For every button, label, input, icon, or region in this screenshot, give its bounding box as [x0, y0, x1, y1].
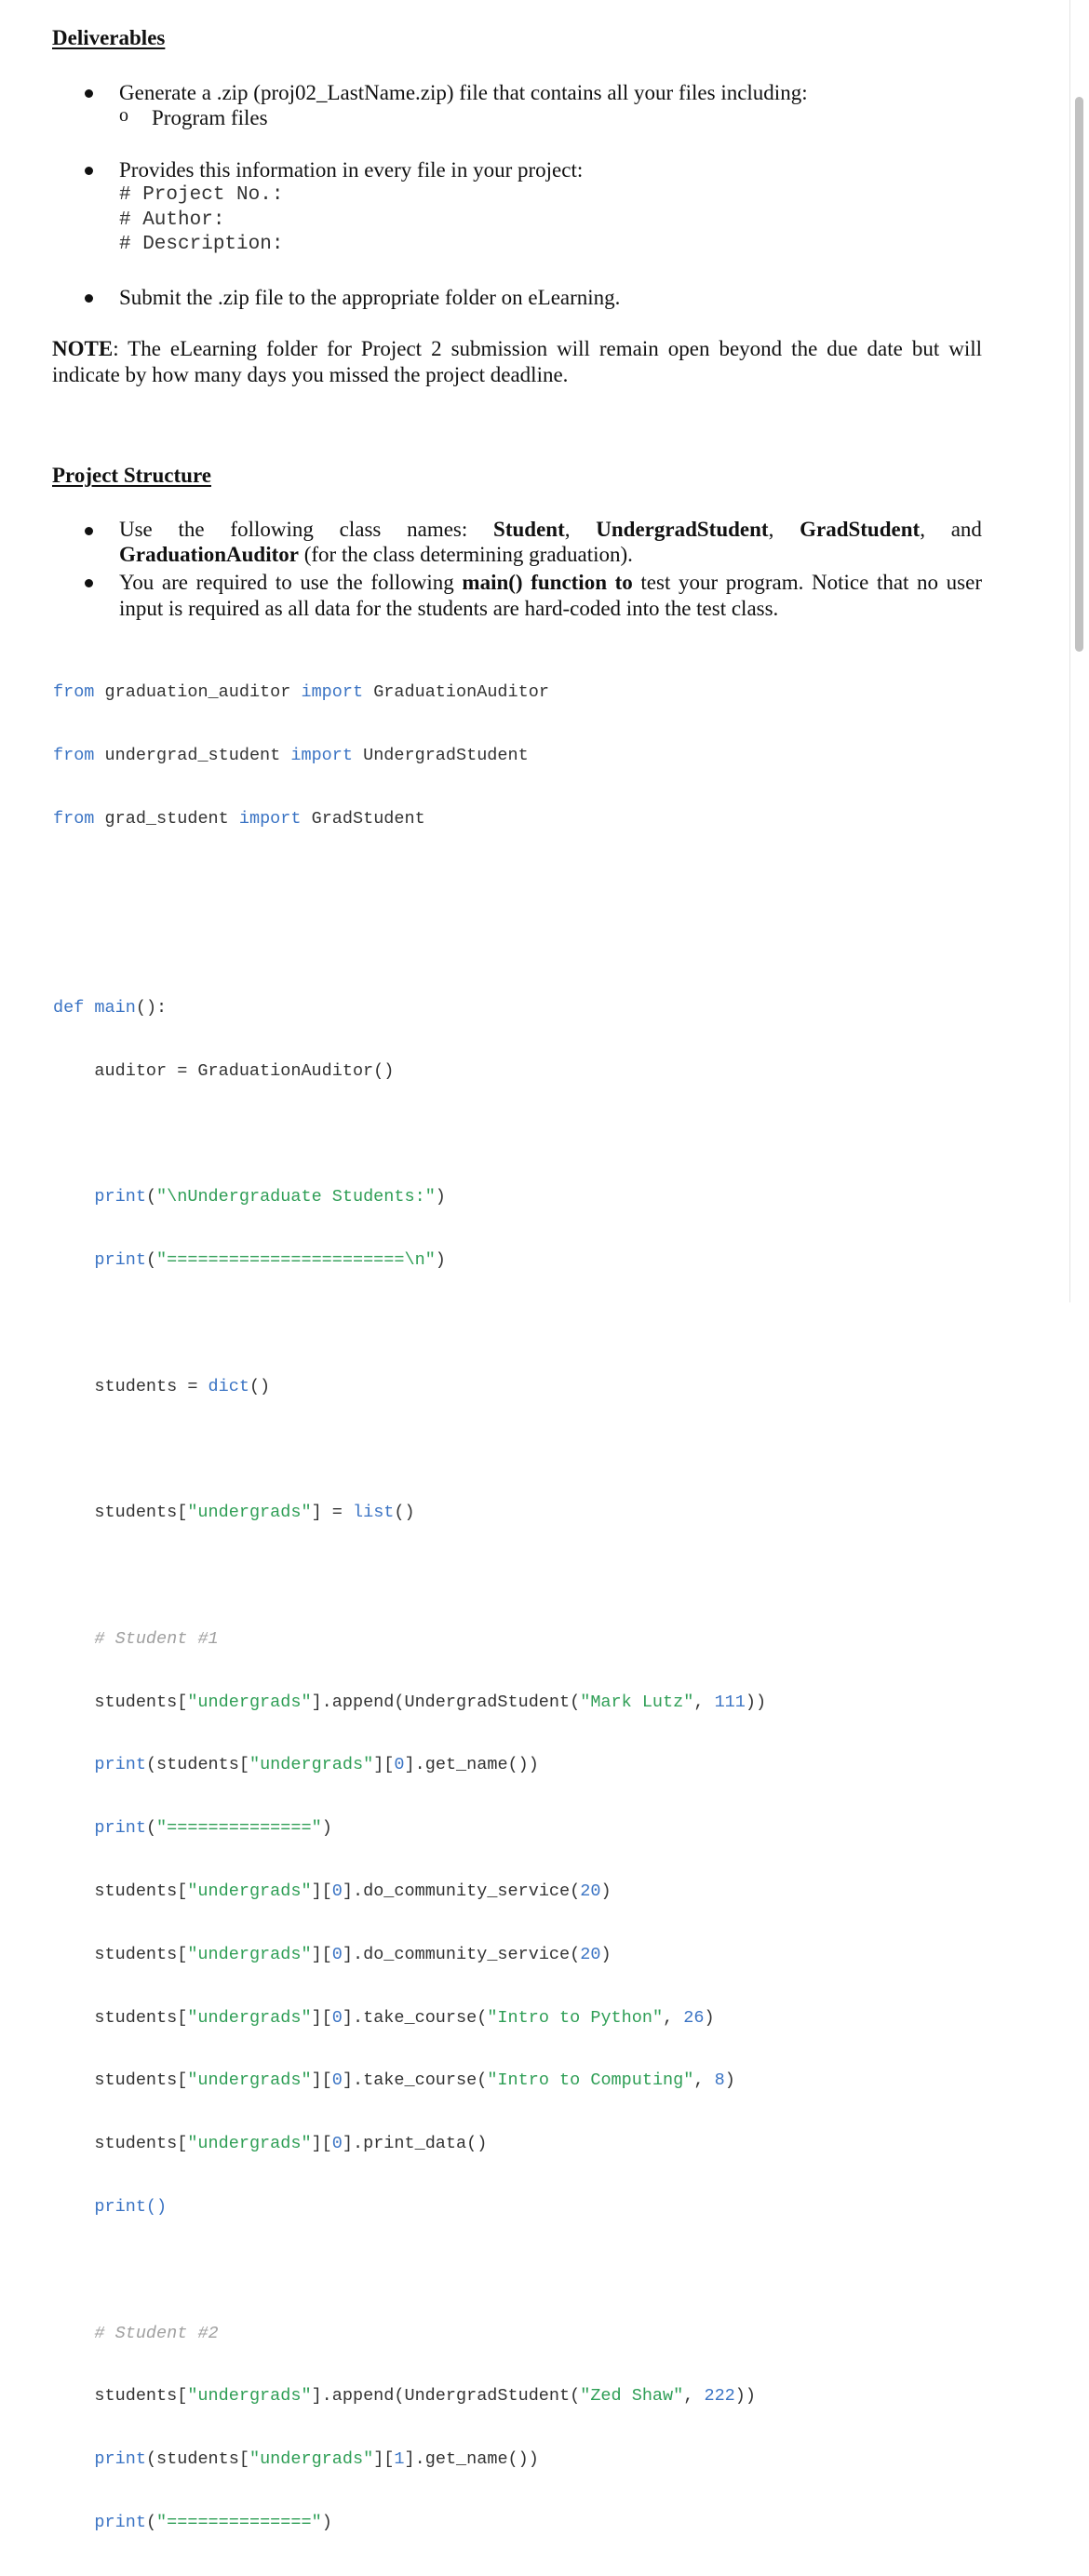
note-paragraph-line-2: indicate by how many days you missed the project deadline.: [52, 363, 569, 386]
code-listing: [53, 641, 766, 2576]
code-line: students["undergrads"][0].do_community_service(20): [53, 1881, 612, 1902]
code-line: print("=============="): [94, 1818, 332, 1839]
deliverables-heading: Deliverables: [52, 26, 166, 49]
bullet: [85, 579, 93, 587]
word: following: [230, 518, 314, 541]
code-line: print("=============="): [94, 2512, 332, 2532]
code-line: from grad_student import GradStudent: [53, 808, 425, 829]
code-line: students["undergrads"][0].print_data(): [53, 2134, 488, 2154]
note-label: NOTE: [52, 337, 114, 360]
code-line: print(): [94, 2196, 168, 2217]
word: (for the class determining graduation).: [298, 543, 633, 566]
note-text: : The eLearning folder for Project 2 submission will remain open beyond the due date but will: [113, 337, 982, 360]
sub-bullet-marker: o: [119, 105, 128, 126]
deliverable-item-1-sub: Program files: [152, 106, 268, 129]
word: names:: [407, 518, 468, 541]
class-name-grad: GradStudent,: [800, 518, 925, 541]
bullet: [85, 167, 93, 175]
header-comment-line: # Description:: [119, 234, 284, 255]
class-name-auditor: GraduationAuditor: [119, 543, 299, 566]
structure-item-1-line-1: [119, 517, 982, 542]
word: Use: [119, 518, 153, 541]
project-structure-heading: Project Structure: [52, 464, 211, 487]
code-line: print("=======================\n"): [94, 1250, 446, 1271]
code-line: def main():: [53, 998, 168, 1018]
structure-item-2-line-2: input is required as all data for the students are hard-coded into the test class.: [119, 597, 779, 620]
code-comment: # Student #1: [94, 1628, 219, 1649]
code-line: students["undergrads"][0].do_community_service(20): [53, 1944, 612, 1964]
vertical-scrollbar[interactable]: [1069, 0, 1089, 1302]
code-line: students["undergrads"][0].take_course("Intro to Python", 26): [53, 2007, 715, 2028]
class-name-student: Student,: [493, 518, 571, 541]
code-line: from graduation_auditor import GraduationAuditor: [53, 682, 549, 703]
code-line: students["undergrads"][0].take_course("Intro to Computing", 8): [53, 2070, 735, 2091]
bullet: [85, 294, 93, 303]
deliverable-item-3: Submit the .zip file to the appropriate folder on eLearning.: [119, 286, 621, 309]
note-paragraph-line-1: [52, 336, 982, 361]
code-line: auditor = GraduationAuditor(): [53, 1060, 395, 1081]
bullet: [85, 527, 93, 535]
word: the: [178, 518, 205, 541]
class-name-undergrad: UndergradStudent,: [596, 518, 774, 541]
code-line: from undergrad_student import UndergradStudent: [53, 745, 529, 765]
deliverable-item-2: Provides this information in every file in your project:: [119, 158, 584, 182]
bullet: [85, 89, 93, 98]
code-line: students["undergrads"].append(UndergradStudent("Mark Lutz", 111)): [53, 1692, 767, 1712]
scrollbar-thumb[interactable]: [1075, 97, 1083, 652]
code-line: students = dict(): [53, 1376, 271, 1396]
code-line: print(students["undergrads"][0].get_name()): [94, 1755, 539, 1775]
code-line: print(students["undergrads"][1].get_name()): [94, 2449, 539, 2470]
code-line: students["undergrads"].append(UndergradStudent("Zed Shaw", 222)): [53, 2386, 756, 2407]
code-line: print("\nUndergraduate Students:"): [94, 1187, 446, 1207]
header-comment-line: # Project No.:: [119, 184, 284, 206]
word: class: [339, 518, 382, 541]
word: and: [950, 518, 982, 541]
deliverable-item-1: Generate a .zip (proj02_LastName.zip) file that contains all your files including:: [119, 81, 808, 104]
header-comment-line: # Author:: [119, 209, 225, 231]
structure-item-2-line-1: You are required to use the following main() function to test your program. Notice that no user: [119, 571, 982, 594]
structure-item-1-line-2: [119, 542, 633, 567]
code-comment: # Student #2: [94, 2323, 219, 2343]
code-line: students["undergrads"] = list(): [53, 1503, 415, 1523]
